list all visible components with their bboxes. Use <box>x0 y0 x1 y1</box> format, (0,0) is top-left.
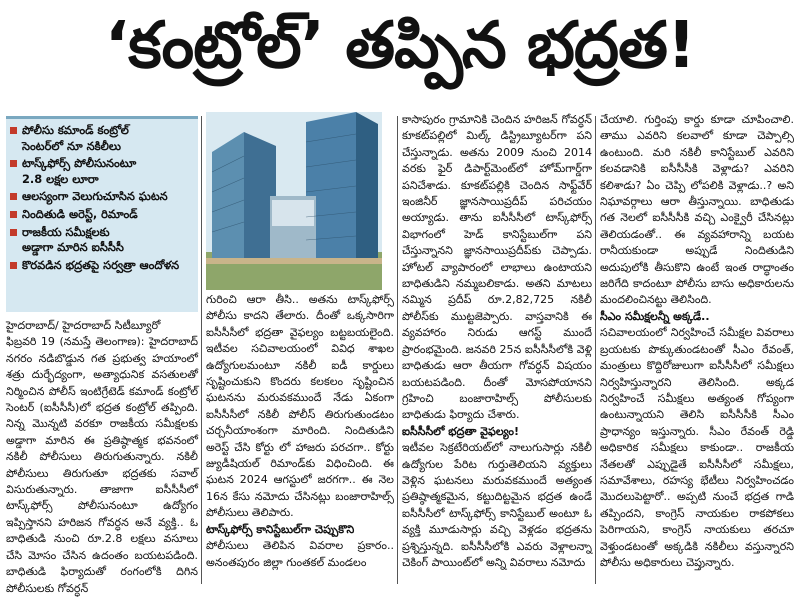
subheading: టాస్క్‌ఫోర్స్ కానిస్టేబుల్‌గా చెప్పుకొని <box>206 522 355 536</box>
article-column-2: గురించి ఆరా తీసి.. అతను టాస్క్‌ఫోర్స్ పోలీసు కాదని తేలారు. దీంతో ఒక్కసారిగా ఐసీసీసీలో భద్రతా వైఫల్యం బట్టబయలైంది. ఇటీవల సచివాలయంలో వివిధ శాఖల ఉద్యోగులమంటూ నకిలీ ఐడీ కార్డులు సృష్టించుకుని కొందరు కలకలం సృష్టించిన ఘటనను మరువకముందే నేడు ఏకంగా ఐసీసీసీలో నకిలీ పోలీస్ తిరుగుతుండటం చర్చనీయాంశంగా మారింది. నిందితుడిని అరెస్ట్ చేసి కోర్టు లో హాజరు పరచగా.. కోర్టు జ్యుడీషియల్ రిమాండ్‌కు విధించింది. ఈ ఘటన 2024 ఆగస్టులో జరగగా.. ఈ నెల 16న కేసు నమోదు చేసినట్లు బంజారాహిల్స్ పోలీసులు తెలిపారు. టాస్క్‌ఫోర్స్ కానిస్టేబుల్‌గా చెప్పుకొని పోలీసులు తెలిపిన వివరాల ప్రకారం.. అనంతపురం జిల్లా గుంతకల్ మండలం <box>206 293 394 569</box>
highlight-item: టాస్క్‌ఫోర్స్ పోలీసునంటూ 2.8 లక్షల లూరా <box>10 156 194 187</box>
bullet-square-icon <box>10 160 17 167</box>
highlight-item: నిందితుడి అరెస్ట్, రిమాండ్ <box>10 207 194 223</box>
article-column-4: చేయాలి. గుర్తింపు కార్డు కూడా చూపించాలి. తాము ఎవరిని కలవాలో కూడా చెప్పాల్సి ఉంటుంది. మరి నకిలీ కానిస్టేబుల్ ఎవరిని కలవడానికి ఐసీసీసీకి వెళ్లాడు? ఎవరిని కలిశాడు? ఏం చెప్పి లోపలికి వెళ్లాడు..? అని నిఘావర్గాలు ఆరా తీస్తున్నాయి. బాధితుడు గత నెలలో ఐసీసీసీకి వచ్చి ఎంక్వైరీ చేసినట్లు తెలియడంతో.. ఈ వ్యవహారాన్ని బయట రానీయకుండా అప్పుడే నిందితుడిని అదుపులోకి తీసుకొని ఉంటే ఇంత రాద్ధాంతం జరిగేది కాదంటూ పోలీసు బాసు అధికారులను మందలించినట్టు తెలిసింది. సీఎం సమీక్షలన్నీ అక్కడే.. సచివాలయంలో నిర్వహించే సమీక్షల వివరాలు బ్రయటకు పొక్కుతుండటంతో సీఎం రేవంత్, మంత్రులు కొద్దిరోజులుగా ఐసీసీసీలో సమీక్షలు నిర్వహిస్తున్నారని తెలిసింది. అక్కడ నిర్వహించే సమీక్షలు అత్యంత గోప్యంగా ఉంటున్నాయని తెలిసి ఐసీసీసీకి సీఎం ప్రాధాన్యం ఇస్తున్నారు. సీఎం రేవంత్ రెడ్డి అధికారిక సమీక్షలు కాకుండా.. రాజకీయ నేతలతో ఎప్పుడైతే ఐసీసీసీలో సమీక్షలు, సమావేశాలు, రహస్య భేటీలు నిర్వహించడం మొదలుపెట్టారో.. అప్పటి నుంచే భద్రత గాడి తప్పిందని, కాంగ్రెస్ నాయకుల రాకపోకలు పెరిగాయని, కాంగ్రెస్ నాయకులు తరచూ వెళ్తుండటంతో అక్కడికి నకిలీలు వస్తున్నారని పోలీసు అధికారులు చెప్తున్నారు. <box>600 113 794 569</box>
building-illustration <box>206 112 382 290</box>
column-divider <box>201 116 202 584</box>
bullet-square-icon <box>10 262 17 269</box>
subheading: ఐసీసీసీలో భద్రతా వైఫల్యం! <box>402 424 520 438</box>
bullet-square-icon <box>10 127 17 134</box>
article-column-1: హైదరాబాద్/ హైదరాబాద్ సిటీబ్యూరో ఫిబ్రవరి 19 (నమస్తే తెలంగాణ): హైదరాబాద్ నగరం నడిబొడ్డున గత ప్రభుత్వ హయాంలో శత్రు దుర్భేద్యంగా, అత్యాధునిక వసతులతో నిర్మించిన పోలీస్ ఇంటిగ్రేటెడ్ కమాండ్ కంట్రోల్ సెంటర్ (ఐసీసీసీ)లో భద్రత కంట్రోల్ తప్పింది. నిన్న మొన్నటి వరకూ రాజకీయ సమీక్షలకు అడ్డాగా మారిన ఈ ప్రతిష్ఠాత్మక భవనంలో నకిలీ పోలీసులు తిరుగుతున్నారు. నకిలీ పోలీసులు తిరుగుతూ భద్రతకు సవాల్ విసురుతున్నారు. తాజాగా ఐసీసీసీలో టాస్క్‌ఫోర్స్ పోలీసునంటూ ఉద్యోగం ఇప్పిస్తానని హరిజన గోవర్ధన అనే వ్యక్తి.. ఓ బాధితుడి నుంచి రూ.2.8 లక్షలు వసూలు చేసి మోసం చేసిన ఉదంతం బయటపడింది. బాధితుడి ఫిర్యాదుతో రంగంలోకి దిగిన పోలీసులకు గోవర్ధన్ <box>6 319 198 595</box>
column-divider <box>595 116 596 584</box>
highlight-item: పోలీసు కమాండ్ కంట్రోల్ సెంటర్‌లో నూ నకిలీలు <box>10 123 194 154</box>
bullet-square-icon <box>10 211 17 218</box>
bullet-square-icon <box>10 193 17 200</box>
column-divider <box>397 116 398 584</box>
building-photo <box>206 112 382 290</box>
subheading: సీఎం సమీక్షలన్నీ అక్కడే.. <box>600 309 710 323</box>
bullet-square-icon <box>10 229 17 236</box>
highlight-item: కొరవడిన భద్రతపై సర్వత్రా ఆందోళన <box>10 258 194 274</box>
highlight-item: రాజకీయ సమీక్షలకు అడ్డాగా మారిన ఐసీసీసీ <box>10 225 194 256</box>
headline: ‘కంట్రోల్’ తప్పిన భద్రత! <box>104 8 696 83</box>
highlights-box <box>6 116 198 312</box>
highlight-item: ఆలస్యంగా వెలుగుచూసిన ఘటన <box>10 189 194 205</box>
article-column-3: కాసాపురం గ్రామానికి చెందిన హరిజన్ గోవర్ధన్ కూకట్‌పల్లిలో మిల్క్ డిస్ట్రిబ్యూటర్‌గా పని చేస్తున్నాడు. అతను 2009 నుంచి 2014 వరకు ఫైర్ డిపార్ట్‌మెంట్‌లో హోమ్‌గార్డ్‌గా పనిచేశాడు. కూకట్‌పల్లికి చెందిన సాఫ్ట్‌వేర్ ఇంజినీర్ జ్ఞానసాయిప్రదీప్ పరిచయం అయ్యాడు. తాను ఐసీసీసీలో టాస్క్‌ఫోర్స్ విభాగంలో హెడ్ కానిస్టేబుల్‌గా పని చేస్తున్నానని జ్ఞానసాయిప్రదీప్‌కు చెప్పాడు. హోటల్ వ్యాపారంలో లాభాలు ఉంటాయని బాధితుడిని నమ్మబలికాడు. అతని మాటలు నమ్మిన ప్రదీప్ రూ.2,82,725 నకిలీ పోలీస్‌కు ముట్టజెప్పారు. వాస్తవానికి ఈ వ్యవహారం నిరుడు ఆగస్ట్ ముందే ప్రారంభమైంది. జనవరి 25న ఐసీసీసీలోకి వెళ్లి బాధితుడు ఆరా తీయగా గోవర్ధన్ విషయం బయటపడింది. దీంతో మోసపోయానని గ్రహించి బంజారాహిల్స్ పోలీసులకు బాధితుడు ఫిర్యాదు చేశారు. ఐసీసీసీలో భద్రతా వైఫల్యం! ఇటీవల సెక్రటేరియట్‌లో నాలుగుసార్లు నకిలీ ఉద్యోగుల పేరిట గుర్తుతెలియని వ్యక్తులు వెళ్లిన ఘటనలు మరువకముందే అత్యంత ప్రతిష్ఠాత్మకమైన, కట్టుదిట్టమైన భద్రత ఉండే ఐసీసీసీలో టాస్క్‌ఫోర్స్ కానిస్టేబుల్ అంటూ ఓ వ్యక్తి మూడుసార్లు వచ్చి వెళ్లడం భద్రతను ప్రశ్నిస్తున్నది. ఐసీసీసీలోకి ఎవరు వెళ్లాలన్నా చెకింగ్ పాయింట్‌లో అన్ని వివరాలు నమోదు <box>402 113 592 569</box>
